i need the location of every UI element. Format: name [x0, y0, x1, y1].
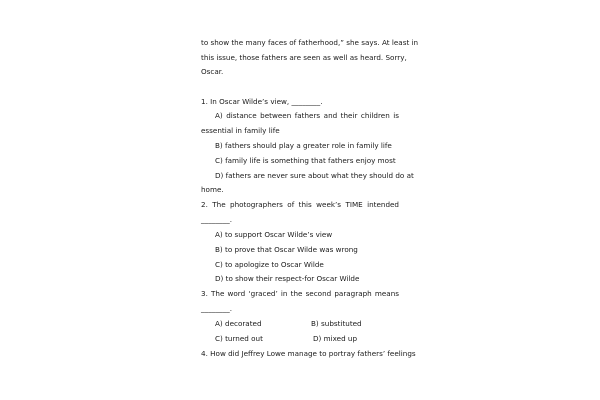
- question-1-option-b: B) fathers should play a greater role in family life: [215, 141, 392, 150]
- question-3-stem-cont: ________.: [201, 304, 233, 313]
- question-4-stem: 4. How did Jeffrey Lowe manage to portray fathers’ feelings: [201, 349, 416, 358]
- question-2-option-d: D) to show their respect-for Oscar Wilde: [215, 274, 360, 283]
- question-3-option-c: C) turned out: [215, 334, 263, 343]
- question-1-option-c: C) family life is something that fathers enjoy most: [215, 156, 396, 165]
- passage-line-2: this issue, those fathers are seen as well as heard. Sorry,: [201, 53, 407, 62]
- question-2-option-a: A) to support Oscar Wilde’s view: [215, 230, 333, 239]
- question-1-option-a: A) distance between fathers and their children is: [215, 111, 399, 120]
- question-2-option-c: C) to apologize to Oscar Wilde: [215, 260, 324, 269]
- question-1-option-d-cont: home.: [201, 185, 224, 194]
- question-3-stem: 3. The word ‘graced’ in the second paragraph means: [201, 289, 399, 298]
- question-3-option-d: D) mixed up: [313, 334, 358, 343]
- question-2-stem-cont: ________.: [201, 215, 233, 224]
- question-1-stem: 1. In Oscar Wilde’s view, ________.: [201, 97, 323, 106]
- question-1-option-d: D) fathers are never sure about what they should do at: [215, 171, 414, 180]
- question-3-option-b: B) substituted: [311, 319, 362, 328]
- question-1-option-a-cont: essential in family life: [201, 126, 280, 135]
- question-2-option-b: B) to prove that Oscar Wilde was wrong: [215, 245, 358, 254]
- passage-line-3: Oscar.: [201, 67, 224, 76]
- question-2-stem: 2. The photographers of this week’s TIME intended: [201, 200, 399, 209]
- question-3-option-a: A) decorated: [215, 319, 262, 328]
- passage-line-1: to show the many faces of fatherhood,” she says. At least in: [201, 38, 419, 47]
